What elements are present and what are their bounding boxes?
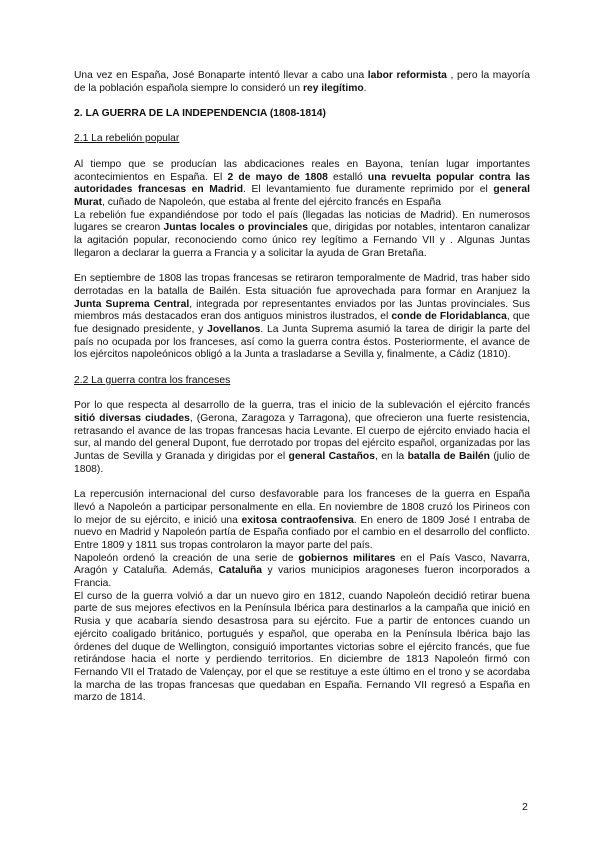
text-run: Al tiempo que se producían las abdicaciones reales en Bayona, tenían lugar importantes acontecimientos en España. El bbox=[74, 158, 530, 183]
bold-run: 2 de mayo de 1808 bbox=[227, 171, 328, 183]
bold-run: sitió diversas ciudades bbox=[74, 412, 190, 424]
subsection-title-guerra: 2.2 La guerra contra los franceses bbox=[74, 374, 231, 386]
text-run: . En enero de 1809 José I entraba de nuevo en Madrid y Napoleón partía de España confiado por el cambio en el desarrollo del conflicto. Entre 1809 y 1811 sus tropas controlaron la mayor parte del país. bbox=[74, 514, 531, 551]
text-run: estalló bbox=[327, 171, 368, 183]
text-run: El curso de la guerra volvió a dar un nuevo giro en 1812, cuando Napoleón decidió retirar buena parte de sus mejores efectivos en la Península Ibérica para destinarlos a la campaña que inició en Rusia y que acabaría siendo desastrosa para su ejército. Fue a partir de entonces cuando un ejército coaligado británico, portugués y español, que operaba en la Península Ibérica bajo las órdenes del duque de Wellington, consiguió importantes victorias sobre el ejército francés, que fue retirándose hacia el norte y perdiendo territorios. En diciembre de 1813 Napoleón firmó con Fernando VII el Tratado de Valençay, por el que se restituye a este último en el trono y se acordaba la marcha de las tropas francesas que quedaban en España. Fernando VII regresó a España en marzo de 1814. bbox=[74, 590, 530, 704]
bold-run: general Castaños bbox=[288, 451, 375, 462]
page-number: 2 bbox=[522, 801, 528, 813]
bold-run: conde de Floridablanca bbox=[391, 311, 507, 323]
bold-run: labor reformista bbox=[367, 70, 447, 81]
text-run: . bbox=[363, 82, 367, 94]
text-run: , (Gerona, Zaragoza y Tarragona), que ofrecieron una fuerte resistencia, retrasando el avance de las tropas francesas hacia Levante. El cuerpo de ejército enviado hacia el sur, al mando del general Dupont, fue derrotado por tropas del ejército español, organizadas por las Juntas de Sevilla y Granada y dirigidas por el bbox=[74, 412, 530, 462]
text-run: . El levantamiento fue duramente reprimido por el bbox=[243, 184, 494, 196]
text-run: Una vez en España, José Bonaparte intentó llevar a cabo una bbox=[74, 70, 368, 81]
bold-run: rey ilegítimo bbox=[302, 82, 364, 94]
paragraph-giro-1812 bbox=[74, 591, 530, 705]
text-run: (julio de 1808). bbox=[74, 451, 530, 475]
document-body bbox=[74, 70, 530, 705]
paragraph-gobiernos-militares bbox=[74, 553, 530, 591]
bold-run: gobiernos militares bbox=[298, 552, 396, 564]
text-run: , cuñado de Napoleón, que estaba al frente del ejército francés en España bbox=[102, 196, 441, 208]
text-run: que, dirigidas por notables, intentaron canalizar la agitación popular, reconociendo como único rey legítimo a Fernando VII y . Algunas Juntas llegaron a declarar la guerra a Francia y a solicitar la ayuda de Gran Bretaña. bbox=[74, 222, 530, 259]
text-run: La rebelión fue expandiéndose por todo el país (llegadas las noticias de Madrid). En numerosos lugares se crearon bbox=[74, 209, 530, 234]
section-title: 2. LA GUERRA DE LA INDEPENDENCIA (1808-1814) bbox=[74, 108, 326, 120]
text-run: Por lo que respecta al desarrollo de la guerra, tras el inicio de la sublevación el ejército francés bbox=[74, 400, 530, 412]
text-run: La repercusión internacional del curso desfavorable para los franceses de la guerra en España llevó a Napoleón a participar personalmente en ella. En noviembre de 1808 cruzó los Pirineos con lo mejor de su ejército, e inició una bbox=[74, 489, 530, 526]
text-run: , que fue designado presidente, y bbox=[74, 311, 531, 335]
text-run: , integrada por representantes enviados por las Juntas provinciales. Sus miembros más destacados eran dos antiguos ministros ilustrados, el bbox=[74, 298, 530, 323]
paragraph-juntas bbox=[74, 210, 530, 261]
subsection-title-rebelion: 2.1 La rebelión popular bbox=[74, 133, 180, 145]
text-run: en el País Vasco, Navarra, Aragón y Cataluña. Además, bbox=[74, 552, 530, 577]
bold-run: general Murat bbox=[74, 184, 530, 208]
paragraph-2-mayo bbox=[74, 159, 530, 210]
paragraph-junta-suprema bbox=[74, 273, 530, 362]
text-run: Napoleón ordenó la creación de una serie de bbox=[74, 552, 299, 564]
bold-run: una revuelta popular contra las autoridades francesas en Madrid bbox=[74, 171, 530, 196]
bold-run: batalla de Bailén bbox=[407, 451, 490, 462]
text-run: y varios municipios aragoneses fueron incorporados a Francia. bbox=[74, 565, 530, 590]
bold-run: Juntas locales o provinciales bbox=[163, 222, 308, 234]
bold-run: Cataluña bbox=[218, 565, 262, 577]
bold-run: exitosa contraofensiva bbox=[241, 514, 354, 526]
bold-run: Jovellanos bbox=[207, 324, 261, 335]
text-run: , pero la mayoría de la población española siempre lo consideró un bbox=[74, 70, 530, 94]
paragraph-contraofensiva bbox=[74, 489, 530, 553]
paragraph-sitios bbox=[74, 400, 530, 476]
bold-run: Junta Suprema Central bbox=[74, 298, 190, 310]
text-run: , en la bbox=[374, 451, 408, 462]
text-run: En septiembre de 1808 las tropas francesas se retiraron temporalmente de Madrid, tras haber sido derrotadas en la batalla de Bailén. Esta situación fue aprovechada para formar en Aranjuez la bbox=[74, 273, 530, 297]
text-run: . La Junta Suprema asumió la tarea de dirigir la parte del país no ocupada por los franceses, así como la guerra contra éstos. Posteriormente, el avance de los ejércitos napoleónicos obligó a la Junta a trasladarse a Sevilla y, finalmente, a Cádiz (1810). bbox=[74, 324, 530, 361]
intro-paragraph bbox=[74, 70, 530, 95]
